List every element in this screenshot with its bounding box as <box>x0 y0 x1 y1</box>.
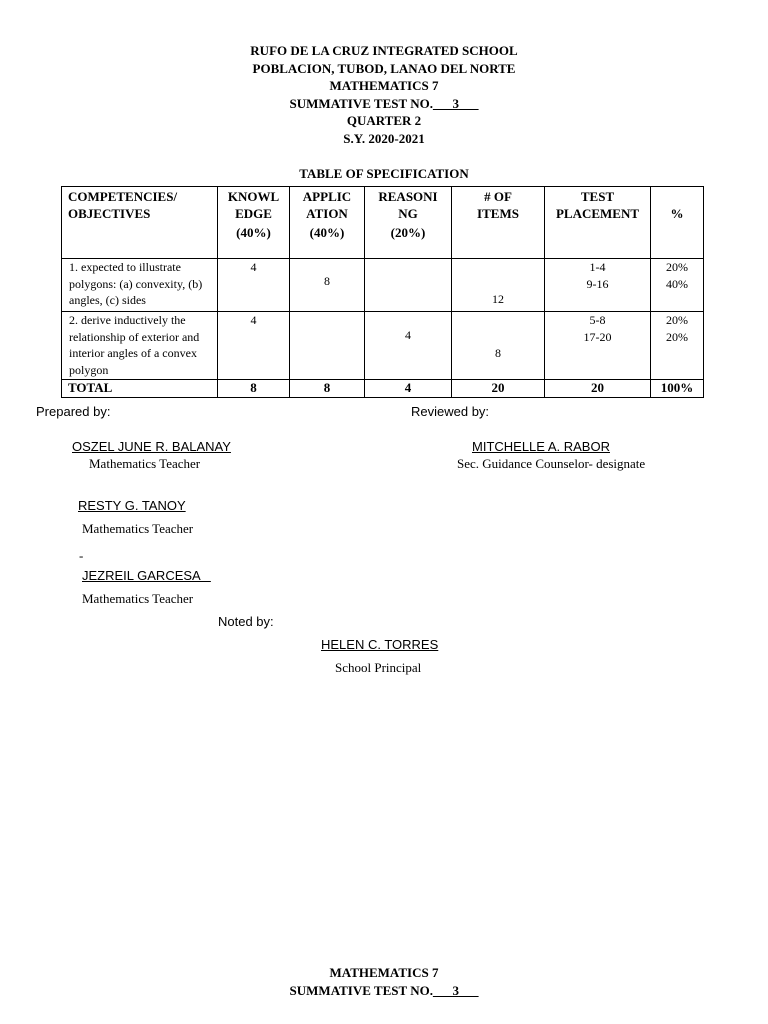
school-year: S.Y. 2020-2021 <box>343 130 425 146</box>
prepared-by-label: Prepared by: <box>36 404 111 419</box>
test-number: 3 <box>452 95 459 111</box>
footer-test-prefix: SUMMATIVE TEST NO. <box>289 982 433 998</box>
row2-competency: 2. derive inductively the relationship of exterior and interior angles of a convex polygon <box>62 312 218 380</box>
school-name: RUFO DE LA CRUZ INTEGRATED SCHOOL <box>250 43 518 58</box>
header-reasoning: REASONI NG (20%) <box>365 187 452 259</box>
noted-by-label: Noted by: <box>218 614 274 629</box>
row2-knowledge: 4 <box>218 312 290 380</box>
table-row <box>62 259 704 312</box>
teacher2-name: RESTY G. TANOY <box>78 498 186 513</box>
footer-test-number: 3 <box>452 982 459 998</box>
teacher2-role: Mathematics Teacher <box>82 521 194 536</box>
table-row <box>62 312 704 380</box>
document-header <box>0 42 768 147</box>
total-application: 8 <box>290 380 365 398</box>
row1-application: 8 <box>290 259 365 312</box>
row2-application <box>290 312 365 380</box>
teacher3-role: Mathematics Teacher <box>82 591 194 606</box>
test-blank-pre: ___ <box>432 95 453 111</box>
total-placement: 20 <box>545 380 651 398</box>
row1-knowledge: 4 <box>218 259 290 312</box>
specification-table <box>61 186 704 398</box>
table-total-row <box>62 380 704 398</box>
header-competencies: COMPETENCIES/ OBJECTIVES <box>62 187 218 259</box>
row1-placement: 1-4 9-16 <box>545 259 651 312</box>
teacher1-role: Mathematics Teacher <box>89 456 201 471</box>
school-address: POBLACION, TUBOD, LANAO DEL NORTE <box>252 60 516 76</box>
subject-title: MATHEMATICS 7 <box>329 78 439 93</box>
dash-mark: - <box>79 548 84 563</box>
test-number-line <box>0 95 768 113</box>
total-items: 20 <box>452 380 545 398</box>
total-knowledge: 8 <box>218 380 290 398</box>
row2-reasoning: 4 <box>365 312 452 380</box>
header-application: APPLIC ATION (40%) <box>290 187 365 259</box>
header-placement: TEST PLACEMENT <box>545 187 651 259</box>
principal-name: HELEN C. TORRES <box>321 637 439 652</box>
test-blank-post: ___ <box>458 95 479 111</box>
header-items: # OF ITEMS <box>452 187 545 259</box>
row1-reasoning <box>365 259 452 312</box>
page-footer-header <box>0 964 768 999</box>
reviewed-by-label: Reviewed by: <box>411 404 490 419</box>
test-prefix: SUMMATIVE TEST NO. <box>289 95 433 111</box>
table-header-row <box>62 187 704 259</box>
total-reasoning: 4 <box>365 380 452 398</box>
row1-percent: 20% 40% <box>651 259 704 312</box>
total-percent: 100% <box>651 380 704 398</box>
row1-items: 12 <box>452 259 545 312</box>
reviewer-role: Sec. Guidance Counselor- designate <box>457 456 646 471</box>
row2-items: 8 <box>452 312 545 380</box>
row2-percent: 20% 20% <box>651 312 704 380</box>
row2-placement: 5-8 17-20 <box>545 312 651 380</box>
row1-competency: 1. expected to illustrate polygons: (a) convexity, (b) angles, (c) sides <box>62 259 218 312</box>
quarter: QUARTER 2 <box>346 113 422 128</box>
footer-blank-post: ___ <box>458 982 479 998</box>
reviewer-name: MITCHELLE A. RABOR <box>472 439 610 454</box>
header-percent: % <box>651 187 704 259</box>
footer-subject: MATHEMATICS 7 <box>329 965 439 980</box>
total-label: TOTAL <box>62 380 218 398</box>
teacher1-name: OSZEL JUNE R. BALANAY <box>72 439 231 454</box>
principal-role: School Principal <box>335 660 422 675</box>
header-knowledge: KNOWL EDGE (40%) <box>218 187 290 259</box>
footer-blank-pre: ___ <box>432 982 453 998</box>
teacher3-name: JEZREIL GARCESA <box>82 568 211 583</box>
footer-test-line <box>0 982 768 1000</box>
table-title: TABLE OF SPECIFICATION <box>299 166 469 181</box>
